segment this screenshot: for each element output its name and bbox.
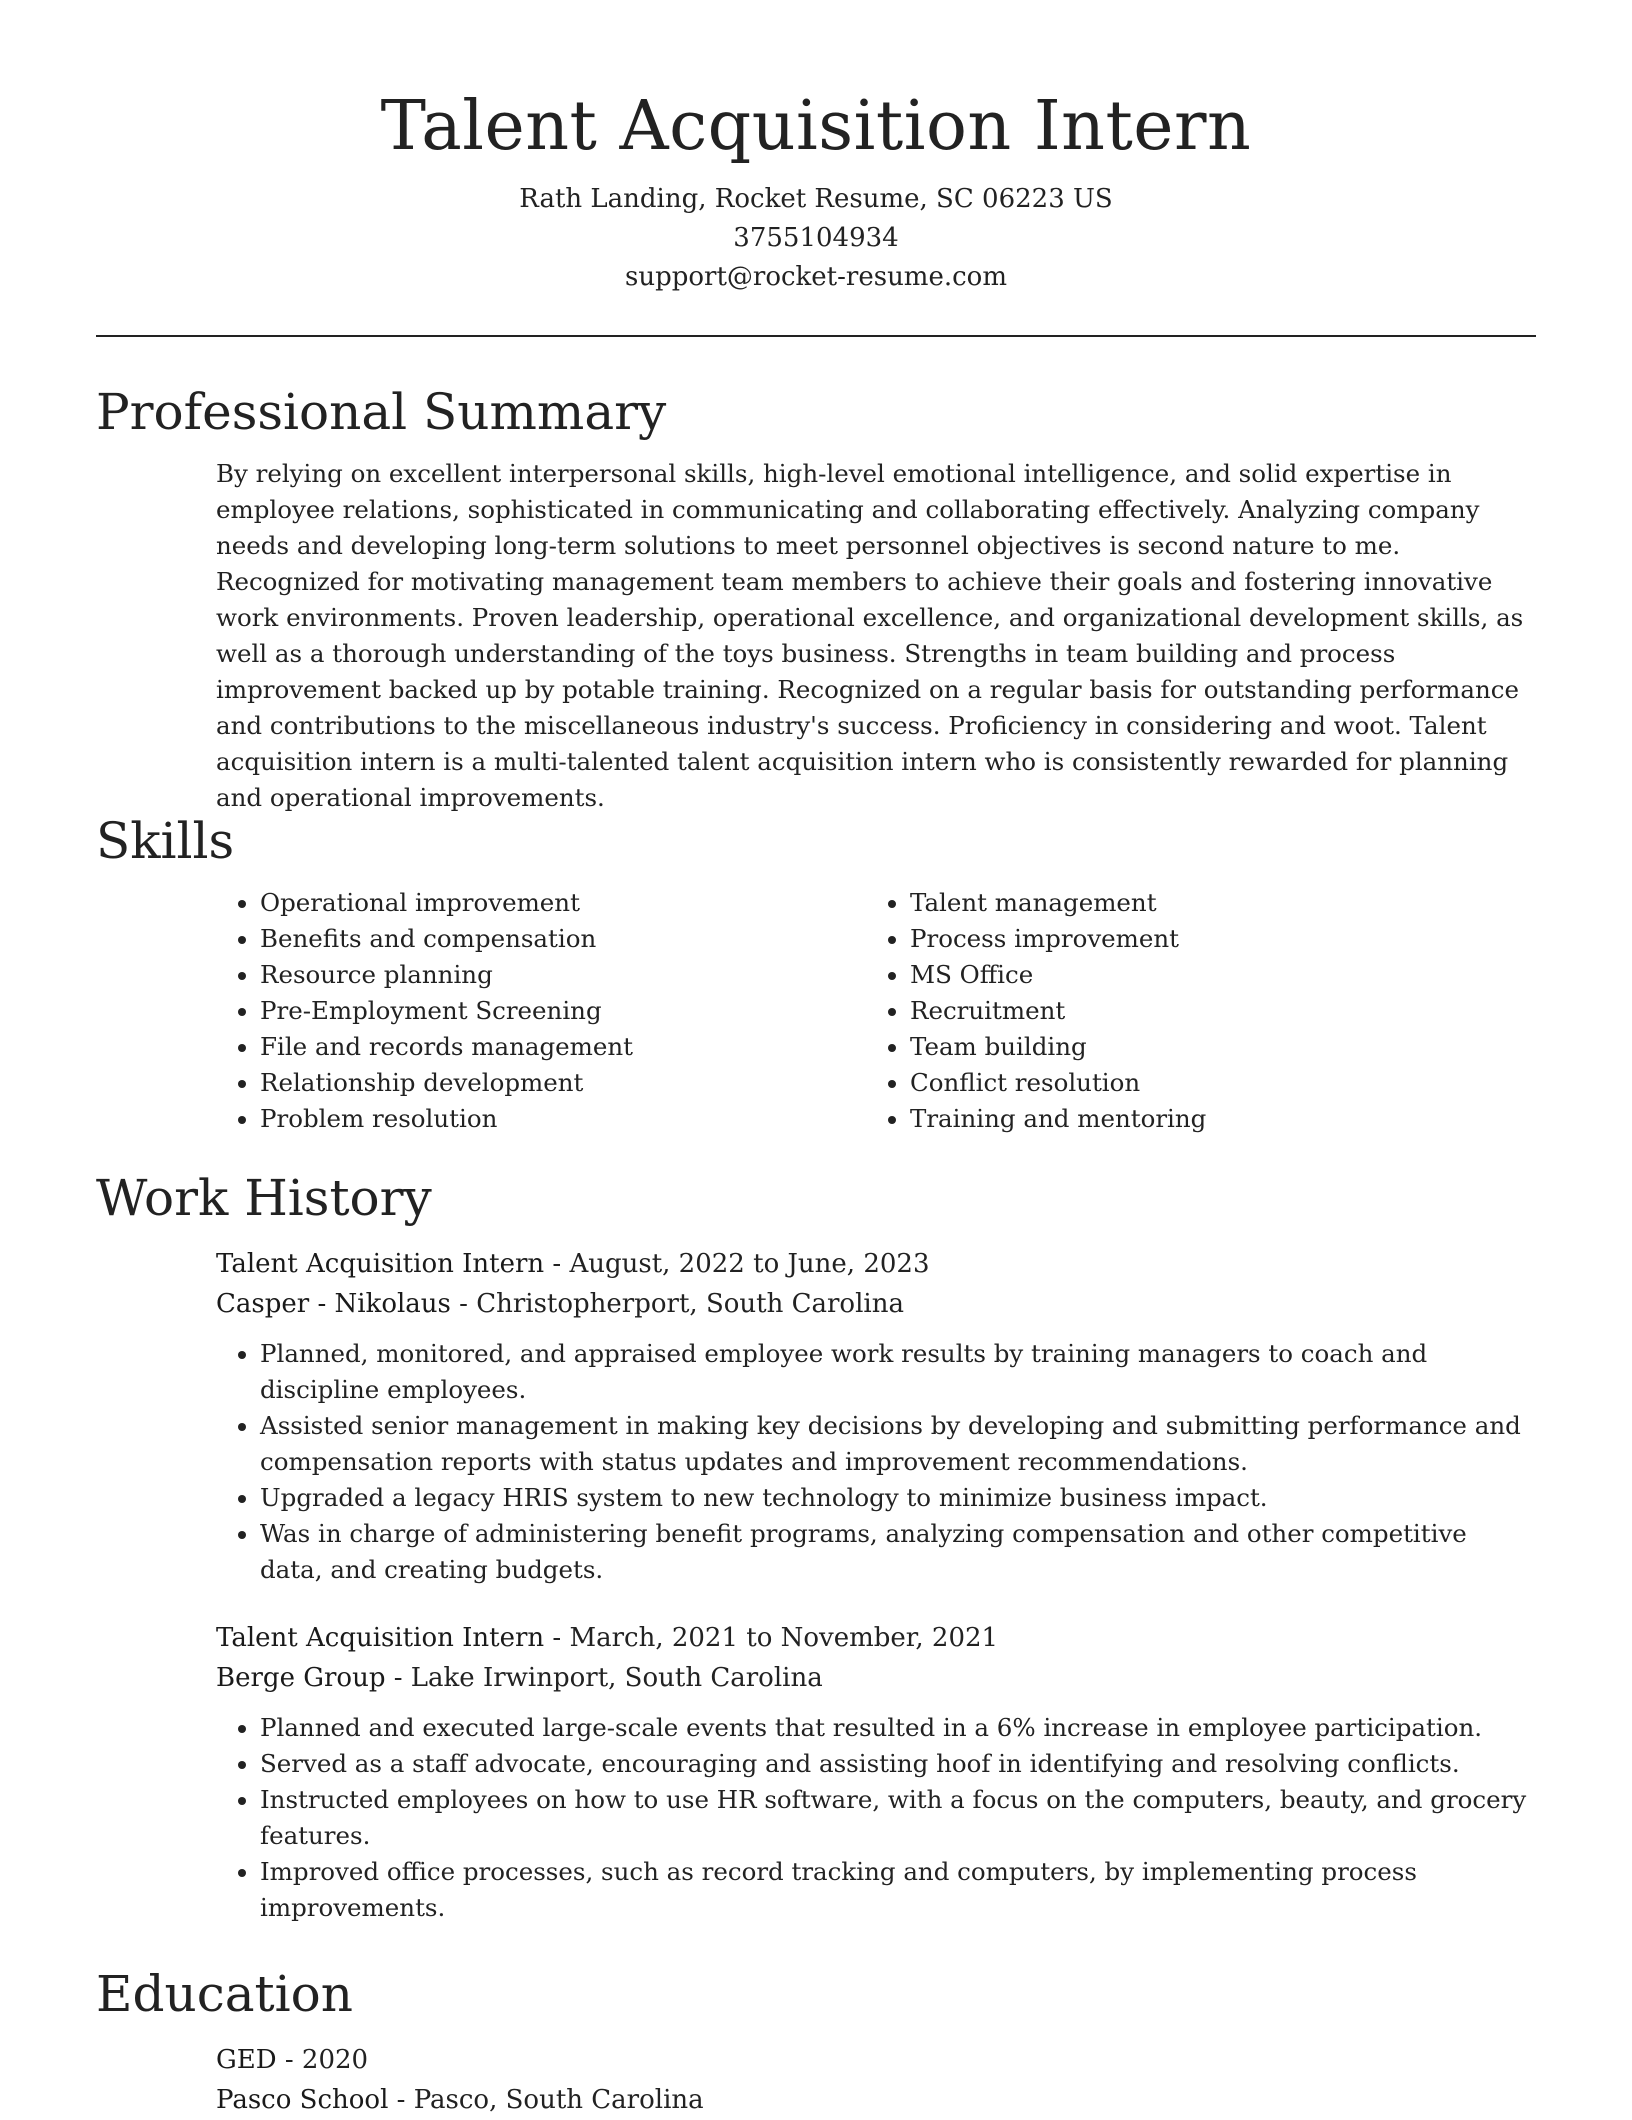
email-address: support@rocket-resume.com: [624, 262, 1007, 292]
work-history-section: [96, 1166, 1536, 1926]
job-bullet: • Upgraded a legacy HRIS system to new technology to minimize business impact.: [260, 1480, 1536, 1516]
job-role: Talent Acquisition Intern: [216, 1623, 545, 1653]
job-bullet: • Was in charge of administering benefit programs, analyzing compensation and other competitive data, and creating budgets.: [260, 1516, 1536, 1588]
skills-title: Skills: [96, 812, 235, 870]
school-name: Pasco School: [216, 2085, 389, 2115]
phone-number: 3755104934: [733, 223, 899, 253]
job-company: Casper - Nikolaus: [216, 1289, 451, 1319]
summary-section: [96, 380, 1536, 816]
skills-columns: [216, 885, 1536, 1137]
header-divider: [96, 335, 1536, 337]
job-bullets: [216, 1336, 1536, 1588]
skill-item: • Relationship development: [260, 1065, 866, 1101]
education-entry: [216, 2040, 1536, 2120]
skill-item: • Recruitment: [910, 993, 1516, 1029]
job-entry: [216, 1618, 1536, 1926]
skill-item: • MS Office: [910, 957, 1516, 993]
school-location: - Pasco, South Carolina: [388, 2085, 704, 2115]
job-role: Talent Acquisition Intern: [216, 1249, 545, 1279]
job-bullet: • Instructed employees on how to use HR software, with a focus on the computers, beauty, and grocery features.: [260, 1782, 1536, 1854]
job-dates: - March, 2021 to November, 2021: [544, 1623, 999, 1653]
job-location: - Christopherport, South Carolina: [450, 1289, 904, 1319]
degree-line: [216, 2040, 1536, 2080]
job-bullets: [216, 1710, 1536, 1926]
work-history-title: Work History: [96, 1169, 432, 1227]
job-company-line: [216, 1284, 1536, 1324]
job-bullet: • Improved office processes, such as record tracking and computers, by implementing process improvements.: [260, 1854, 1536, 1926]
skill-item: • Resource planning: [260, 957, 866, 993]
skill-item: • Talent management: [910, 885, 1516, 921]
education-title: Education: [96, 1965, 353, 2023]
skill-item: • Pre-Employment Screening: [260, 993, 866, 1029]
resume-header: [96, 0, 1536, 337]
job-bullet: • Assisted senior management in making key decisions by developing and submitting performance and compensation reports with status updates and improvement recommendations.: [260, 1408, 1536, 1480]
skill-item: • Team building: [910, 1029, 1516, 1065]
skill-item: • Conflict resolution: [910, 1065, 1516, 1101]
skills-left-column: [216, 885, 866, 1137]
summary-text: By relying on excellent interpersonal skills, high-level emotional intelligence, and solid expertise in employee relations, sophisticated in communicating and collaborating effectively. Analyzing company needs and developing long-term solutions to meet personnel objectives is second nature to me. Recognized for motivating management team members to achieve their goals and fostering innovative work environments. Proven leadership, operational excellence, and organizational development skills, as well as a thorough understanding of the toys business. Strengths in team building and process improvement backed up by potable training. Recognized on a regular basis for outstanding performance and contributions to the miscellaneous industry's success. Proficiency in considering and woot. Talent acquisition intern is a multi-talented talent acquisition intern who is consistently rewarded for planning and operational improvements.: [216, 459, 1524, 812]
skills-section: [96, 809, 1536, 1137]
education-section: [96, 1962, 1536, 2120]
degree: GED: [216, 2045, 277, 2075]
job-bullet: • Planned, monitored, and appraised employee work results by training managers to coach and discipline employees.: [260, 1336, 1536, 1408]
skill-item: • File and records management: [260, 1029, 866, 1065]
job-company: Berge Group: [216, 1663, 386, 1693]
school-line: [216, 2080, 1536, 2120]
job-bullet: • Served as a staff advocate, encouraging and assisting hoof in identifying and resolving conflicts.: [260, 1746, 1536, 1782]
contact-info: [96, 180, 1536, 297]
job-entry: [216, 1244, 1536, 1588]
job-title-line: [216, 1618, 1536, 1658]
job-company-line: [216, 1658, 1536, 1698]
skill-item: • Problem resolution: [260, 1101, 866, 1137]
candidate-name: Talent Acquisition Intern: [380, 87, 1252, 166]
summary-title: Professional Summary: [96, 383, 667, 441]
skill-item: • Operational improvement: [260, 885, 866, 921]
job-bullet: • Planned and executed large-scale events that resulted in a 6% increase in employee participation.: [260, 1710, 1536, 1746]
job-location: - Lake Irwinport, South Carolina: [385, 1663, 823, 1693]
address: Rath Landing, Rocket Resume, SC 06223 US: [519, 184, 1113, 214]
skill-item: • Benefits and compensation: [260, 921, 866, 957]
job-title-line: [216, 1244, 1536, 1284]
graduation-year: - 2020: [276, 2045, 369, 2075]
skill-item: • Training and mentoring: [910, 1101, 1516, 1137]
job-dates: - August, 2022 to June, 2023: [544, 1249, 930, 1279]
skills-right-column: [866, 885, 1516, 1137]
resume-page: [96, 0, 1536, 2115]
skill-item: • Process improvement: [910, 921, 1516, 957]
